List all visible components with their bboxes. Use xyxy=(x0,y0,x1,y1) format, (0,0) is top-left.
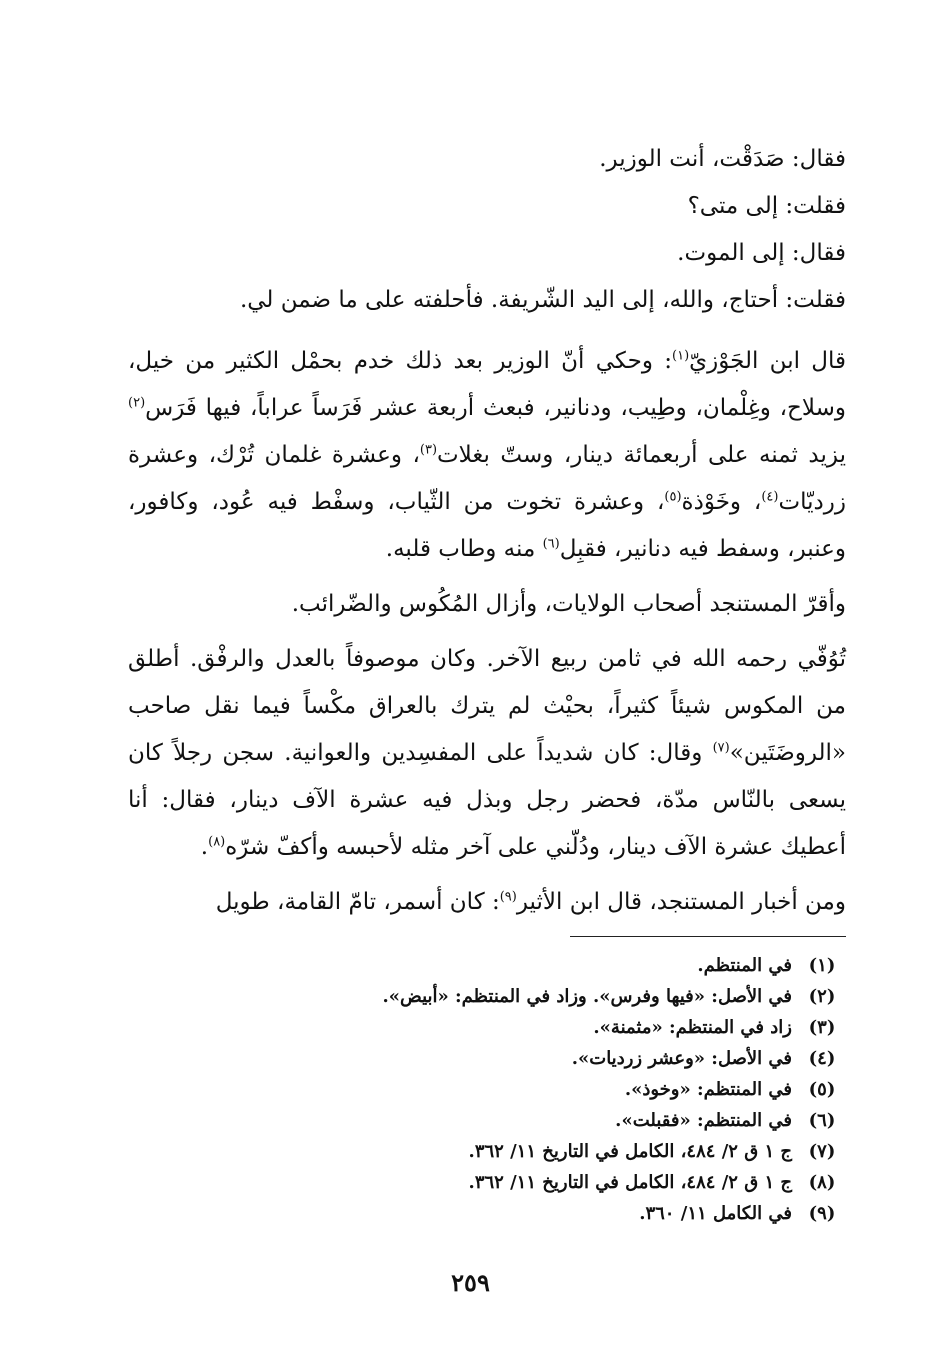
footnote-ref: (٨) xyxy=(208,834,226,850)
text-run: تُوُفّي رحمه الله في ثامن ربيع الآخر. وكان موصوفاً بالعدل والرفْق. أطلق من المكوس شيئاً كثيراً، بحيْث لم يترك بالعراق مكْساً فيما نقل صاحب «الروضَتَين» xyxy=(128,646,846,766)
footnote-number: (٩) xyxy=(808,1203,836,1224)
footnote-ref: (٥) xyxy=(664,489,682,505)
paragraph-mustanjid: وأقرّ المستنجد أصحاب الولايات، وأزال المُكُوس والضّرائب. xyxy=(291,591,846,617)
footnote-ref: (٤) xyxy=(761,489,779,505)
text-run: ، وخَوْذة xyxy=(681,489,762,515)
paragraph-death xyxy=(128,636,846,871)
text-run: يزيد ثمنه على أربعمائة دينار، وستّ بغلات xyxy=(437,442,846,468)
paragraph-ibn-jawzi xyxy=(128,338,846,573)
footnote-divider xyxy=(570,936,846,937)
footnote-text: في المنتظم: «وخوذ». xyxy=(624,1079,792,1100)
footnote-text: في الأصل: «وعشر زرديات». xyxy=(571,1048,792,1069)
footnote xyxy=(360,1198,852,1229)
dialogue-line: فقلت: أحتاج، والله، إلى اليد الشّريفة. فأحلفته على ما ضمن لي. xyxy=(239,287,846,313)
footnote-number: (٤) xyxy=(808,1048,836,1069)
footnote xyxy=(360,1043,852,1074)
paragraph-ibn-athir xyxy=(128,879,846,926)
text-run: : وحكي أنّ الوزير بعد ذلك خدم بحمْل الكثير من خيل، وسلاح، وغِلْمان، وطِيب، ودنانير، فبعث أربعة عشر فَرَساً عراباً، فيها فَرَس xyxy=(128,348,846,421)
footnote xyxy=(360,1012,852,1043)
footnote xyxy=(360,1167,852,1198)
footnote-ref: (١) xyxy=(672,348,690,364)
text-run: ، وعشرة غلمان تُرْك، وعشرة زرديّات xyxy=(128,442,847,515)
footnote-ref: (٣) xyxy=(419,442,438,458)
dialogue-line: فقال: إلى الموت. xyxy=(677,240,846,266)
footnote xyxy=(360,981,852,1012)
footnote-ref: (٧) xyxy=(712,740,730,756)
footnote-text: ج ١ ق ٢/ ٤٨٤، الكامل في التاريخ ١١/ ٣٦٢. xyxy=(468,1172,792,1193)
footnote-text: ج ١ ق ٢/ ٤٨٤، الكامل في التاريخ ١١/ ٣٦٢. xyxy=(468,1141,792,1162)
text-run: ومن أخبار المستنجد، قال ابن الأثير xyxy=(516,889,846,915)
footnote-number: (٢) xyxy=(808,986,836,1007)
footnote-number: (٣) xyxy=(808,1017,836,1038)
footnote xyxy=(360,1105,852,1136)
main-text xyxy=(128,136,846,926)
footnote-number: (٨) xyxy=(808,1172,836,1193)
footnote-text: في الأصل: «فيها وفرس». وزاد في المنتظم: «أبيض». xyxy=(382,986,792,1007)
text-run: وقال: كان شديداً على المفسِدين والعوانية. سجن رجلاً كان يسعى بالنّاس مدّة، فحضر رجل وبذل فيه عشرة الآف دينار، فقال: أنا أعطيك عشرة الآف دينار، ودُلّني على آخر مثله لأحبسه وأكفّ شرّه xyxy=(128,740,846,860)
footnote-number: (٧) xyxy=(808,1141,836,1162)
footnote-text: زاد في المنتظم: «مثمنة». xyxy=(593,1017,792,1038)
footnote-ref: (٦) xyxy=(542,536,560,552)
footnote xyxy=(360,1136,852,1167)
text-run: : كان أسمر، تامّ القامة، طويل xyxy=(215,889,500,915)
footnote-number: (١) xyxy=(808,955,836,976)
text-run: قال ابن الجَوْزيّ xyxy=(689,348,847,374)
footnote-ref: (٢) xyxy=(128,395,146,411)
dialogue-line: فقلت: إلى متى؟ xyxy=(687,193,846,219)
footnote xyxy=(360,950,852,981)
footnotes xyxy=(360,950,852,1229)
footnote-text: في المنتظم: «فقبلت». xyxy=(615,1110,792,1131)
footnote-text: في الكامل ١١/ ٣٦٠. xyxy=(639,1203,792,1224)
page-number: ٢٥٩ xyxy=(451,1268,490,1297)
text-run: منه وطاب قلبه. xyxy=(385,536,543,562)
text-run: ، وعشرة تخوت من الثّياب، وسفْط فيه عُود، وكافور، وعنبر، وسفط فيه دنانير، فقبِل xyxy=(128,489,846,562)
footnote-number: (٦) xyxy=(808,1110,836,1131)
dialogue-line: فقال: صَدَقْت، أنت الوزير. xyxy=(599,146,846,172)
footnote-text: في المنتظم. xyxy=(697,955,792,976)
text-run: . xyxy=(200,834,209,860)
footnote xyxy=(360,1074,852,1105)
footnote-ref: (٩) xyxy=(499,889,517,905)
footnote-number: (٥) xyxy=(808,1079,836,1100)
